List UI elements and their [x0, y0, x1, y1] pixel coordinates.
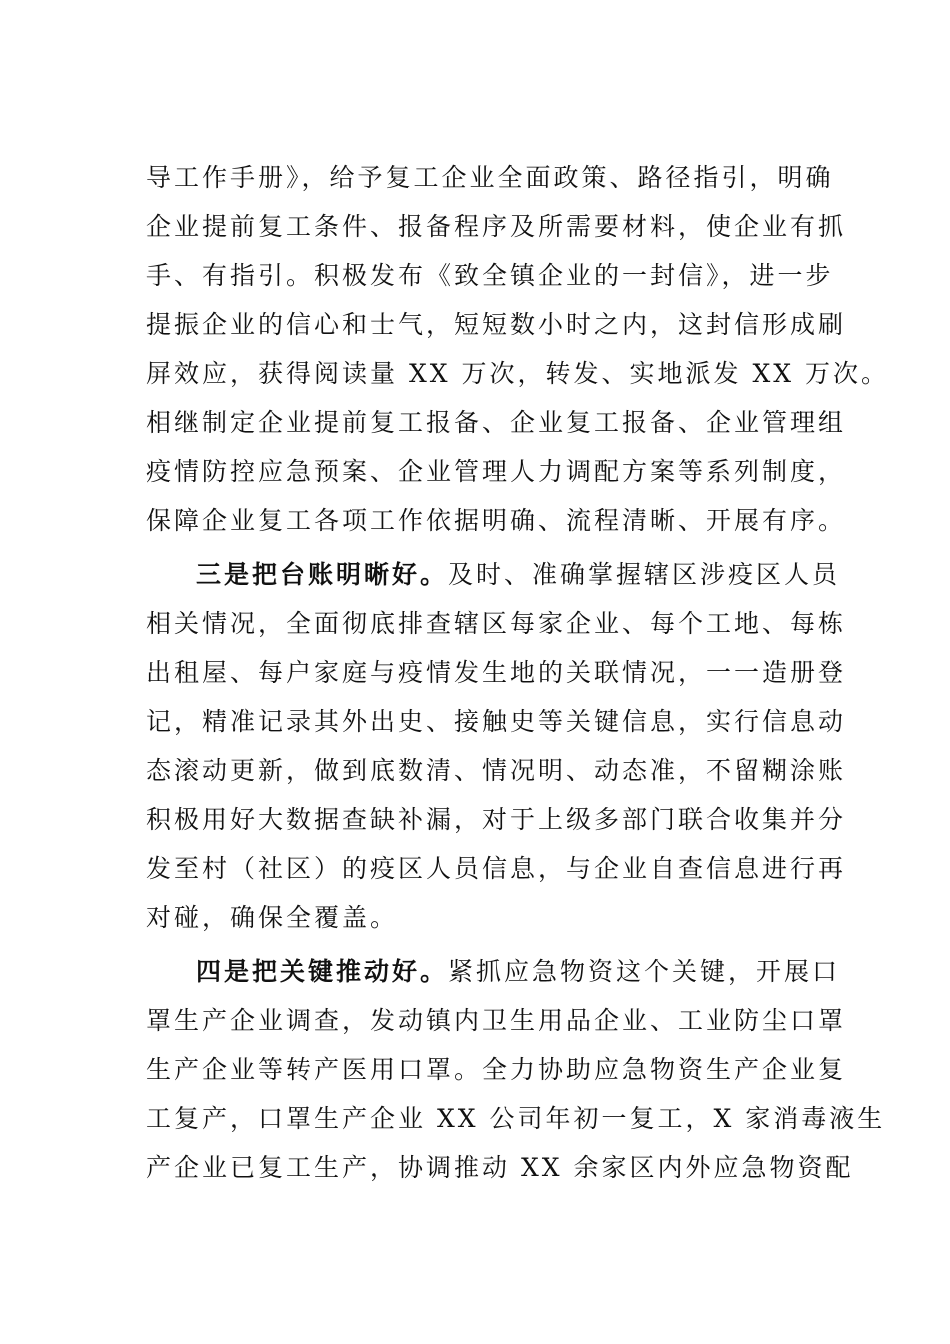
paragraph-first-line — [196, 555, 841, 595]
text-line: 记，精准记录其外出史、接触史等关键信息，实行信息动 — [146, 707, 847, 736]
text-line: 手、有指引。积极发布《致全镇企业的一封信》，进一步 — [146, 261, 834, 290]
text-line: 企业提前复工条件、报备程序及所需要材料，使企业有抓 — [146, 212, 847, 241]
paragraph-text: 及时、准确掌握辖区涉疫区人员 — [448, 560, 841, 589]
text-line: 相继制定企业提前复工报备、企业复工报备、企业管理组 — [146, 408, 847, 437]
text-line: 发至村（社区）的疫区人员信息，与企业自查信息进行再 — [146, 854, 847, 883]
text-line: 屏效应，获得阅读量 XX 万次，转发、实地派发 XX 万次。 — [146, 359, 889, 388]
text-line: 提振企业的信心和士气，短短数小时之内，这封信形成刷 — [146, 310, 847, 339]
text-line: 罩生产企业调查，发动镇内卫生用品企业、工业防尘口罩 — [146, 1006, 847, 1035]
text-line: 保障企业复工各项工作依据明确、流程清晰、开展有序。 — [146, 506, 847, 535]
text-line: 产企业已复工生产，协调推动 XX 余家区内外应急物资配 — [146, 1153, 854, 1182]
paragraph-first-line — [196, 952, 841, 992]
paragraph-text: 紧抓应急物资这个关键，开展口 — [448, 957, 841, 986]
text-line: 对碰，确保全覆盖。 — [146, 903, 399, 932]
paragraph-heading: 三是把台账明晰好。 — [196, 560, 449, 589]
text-line: 积极用好大数据查缺补漏，对于上级多部门联合收集并分 — [146, 805, 847, 834]
text-line: 疫情防控应急预案、企业管理人力调配方案等系列制度， — [146, 457, 847, 486]
text-line: 导工作手册》，给予复工企业全面政策、路径指引，明确 — [146, 163, 834, 192]
paragraph-heading: 四是把关键推动好。 — [196, 957, 449, 986]
text-line: 相关情况，全面彻底排查辖区每家企业、每个工地、每栋 — [146, 609, 847, 638]
text-line: 出租屋、每户家庭与疫情发生地的关联情况，一一造册登 — [146, 658, 847, 687]
text-line: 工复产，口罩生产企业 XX 公司年初一复工，X 家消毒液生 — [146, 1104, 886, 1133]
text-line: 态滚动更新，做到底数清、情况明、动态准，不留糊涂账 — [146, 756, 847, 785]
text-line: 生产企业等转产医用口罩。全力协助应急物资生产企业复 — [146, 1055, 847, 1084]
